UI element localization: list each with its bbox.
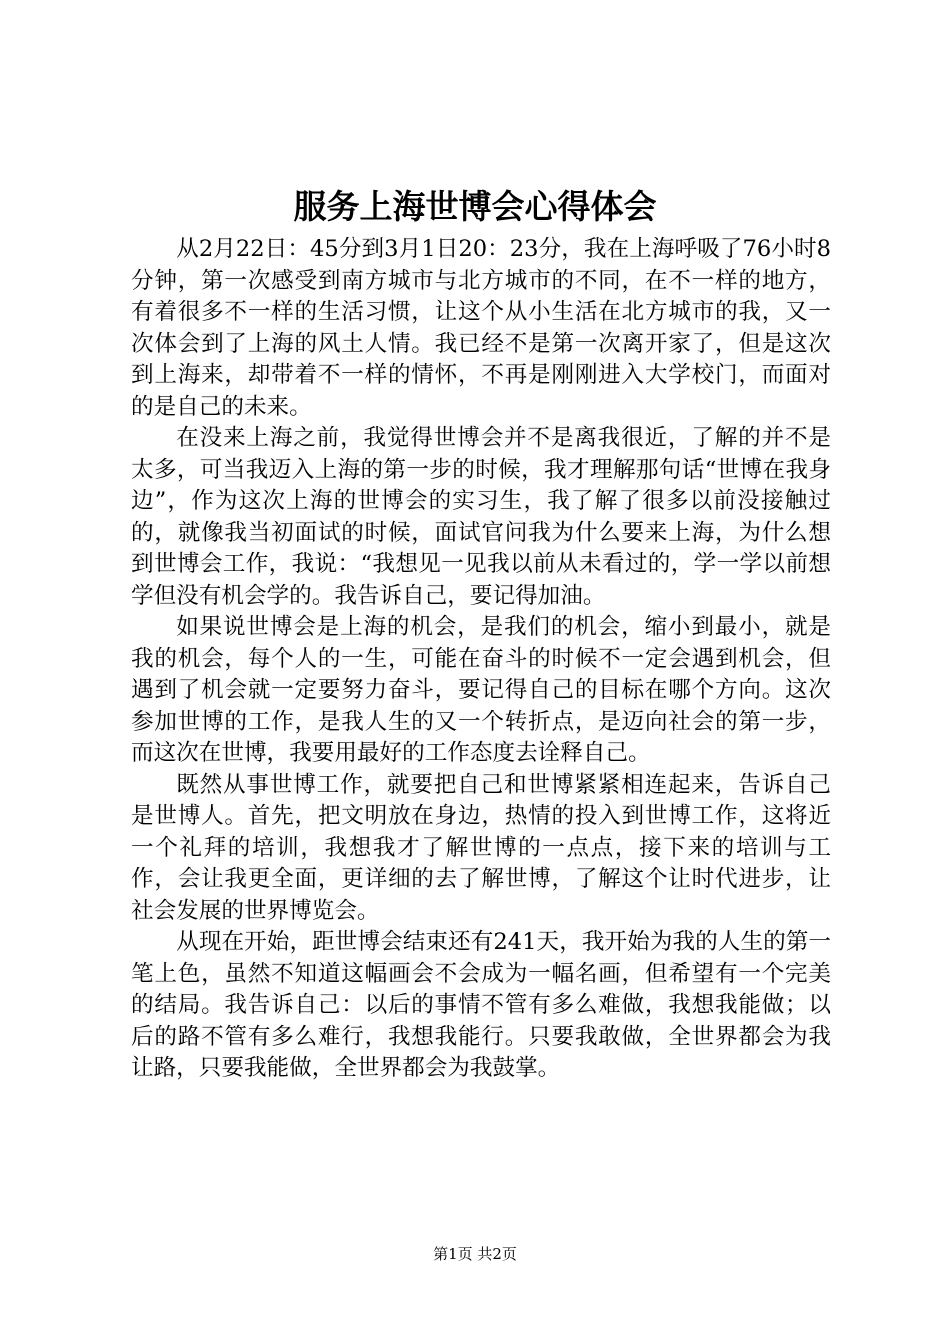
paragraph-5: 从现在开始，距世博会结束还有241天，我开始为我的人生的第一笔上色，虽然不知道这幅画会不会成为一幅名画，但希望有一个完美的结局。我告诉自己：以后的事情不管有多么难做，我想我能做；以后的路不管有多么难行，我想我能行。只要我敢做，全世界都会为我让路，只要我能做，全世界都会为我鼓掌。 xyxy=(131,929,831,1081)
page-number-footer: 第1页 共2页 xyxy=(433,1245,517,1263)
paragraph-4: 既然从事世博工作，就要把自己和世博紧紧相连起来，告诉自己是世博人。首先，把文明放在身边，热情的投入到世博工作，这将近一个礼拜的培训，我想我才了解世博的一点点，接下来的培训与工作，会让我更全面，更详细的去了解世博，了解这个让时代进步，让社会发展的世界博览会。 xyxy=(131,771,831,924)
document-title: 服务上海世博会心得体会 xyxy=(293,187,657,226)
paragraph-3: 如果说世博会是上海的机会，是我们的机会，缩小到最小，就是我的机会，每个人的一生，可能在奋斗的时候不一定会遇到机会，但遇到了机会就一定要努力奋斗，要记得自己的目标在哪个方向。这次参加世博的工作，是我人生的又一个转折点，是迈向社会的第一步，而这次在世博，我要用最好的工作态度去诠释自己。 xyxy=(131,614,831,766)
document-body xyxy=(131,234,831,1085)
paragraph-1: 从2月22日：45分到3月1日20：23分，我在上海呼吸了76小时8分钟，第一次感受到南方城市与北方城市的不同，在不一样的地方，有着很多不一样的生活习惯，让这个从小生活在北方城市的我，又一次体会到了上海的风土人情。我已经不是第一次离开家了，但是这次到上海来，却带着不一样的情怀，不再是刚刚进入大学校门，而面对的是自己的未来。 xyxy=(131,236,831,420)
paragraph-2: 在没来上海之前，我觉得世博会并不是离我很近，了解的并不是太多，可当我迈入上海的第一步的时候，我才理解那句话“世博在我身边”，作为这次上海的世博会的实习生，我了解了很多以前没接触过的，就像我当初面试的时候，面试官问我为什么要来上海，为什么想到世博会工作，我说：“我想见一见我以前从未看过的，学一学以前想学但没有机会学的。我告诉自己，要记得加油。 xyxy=(131,425,831,609)
